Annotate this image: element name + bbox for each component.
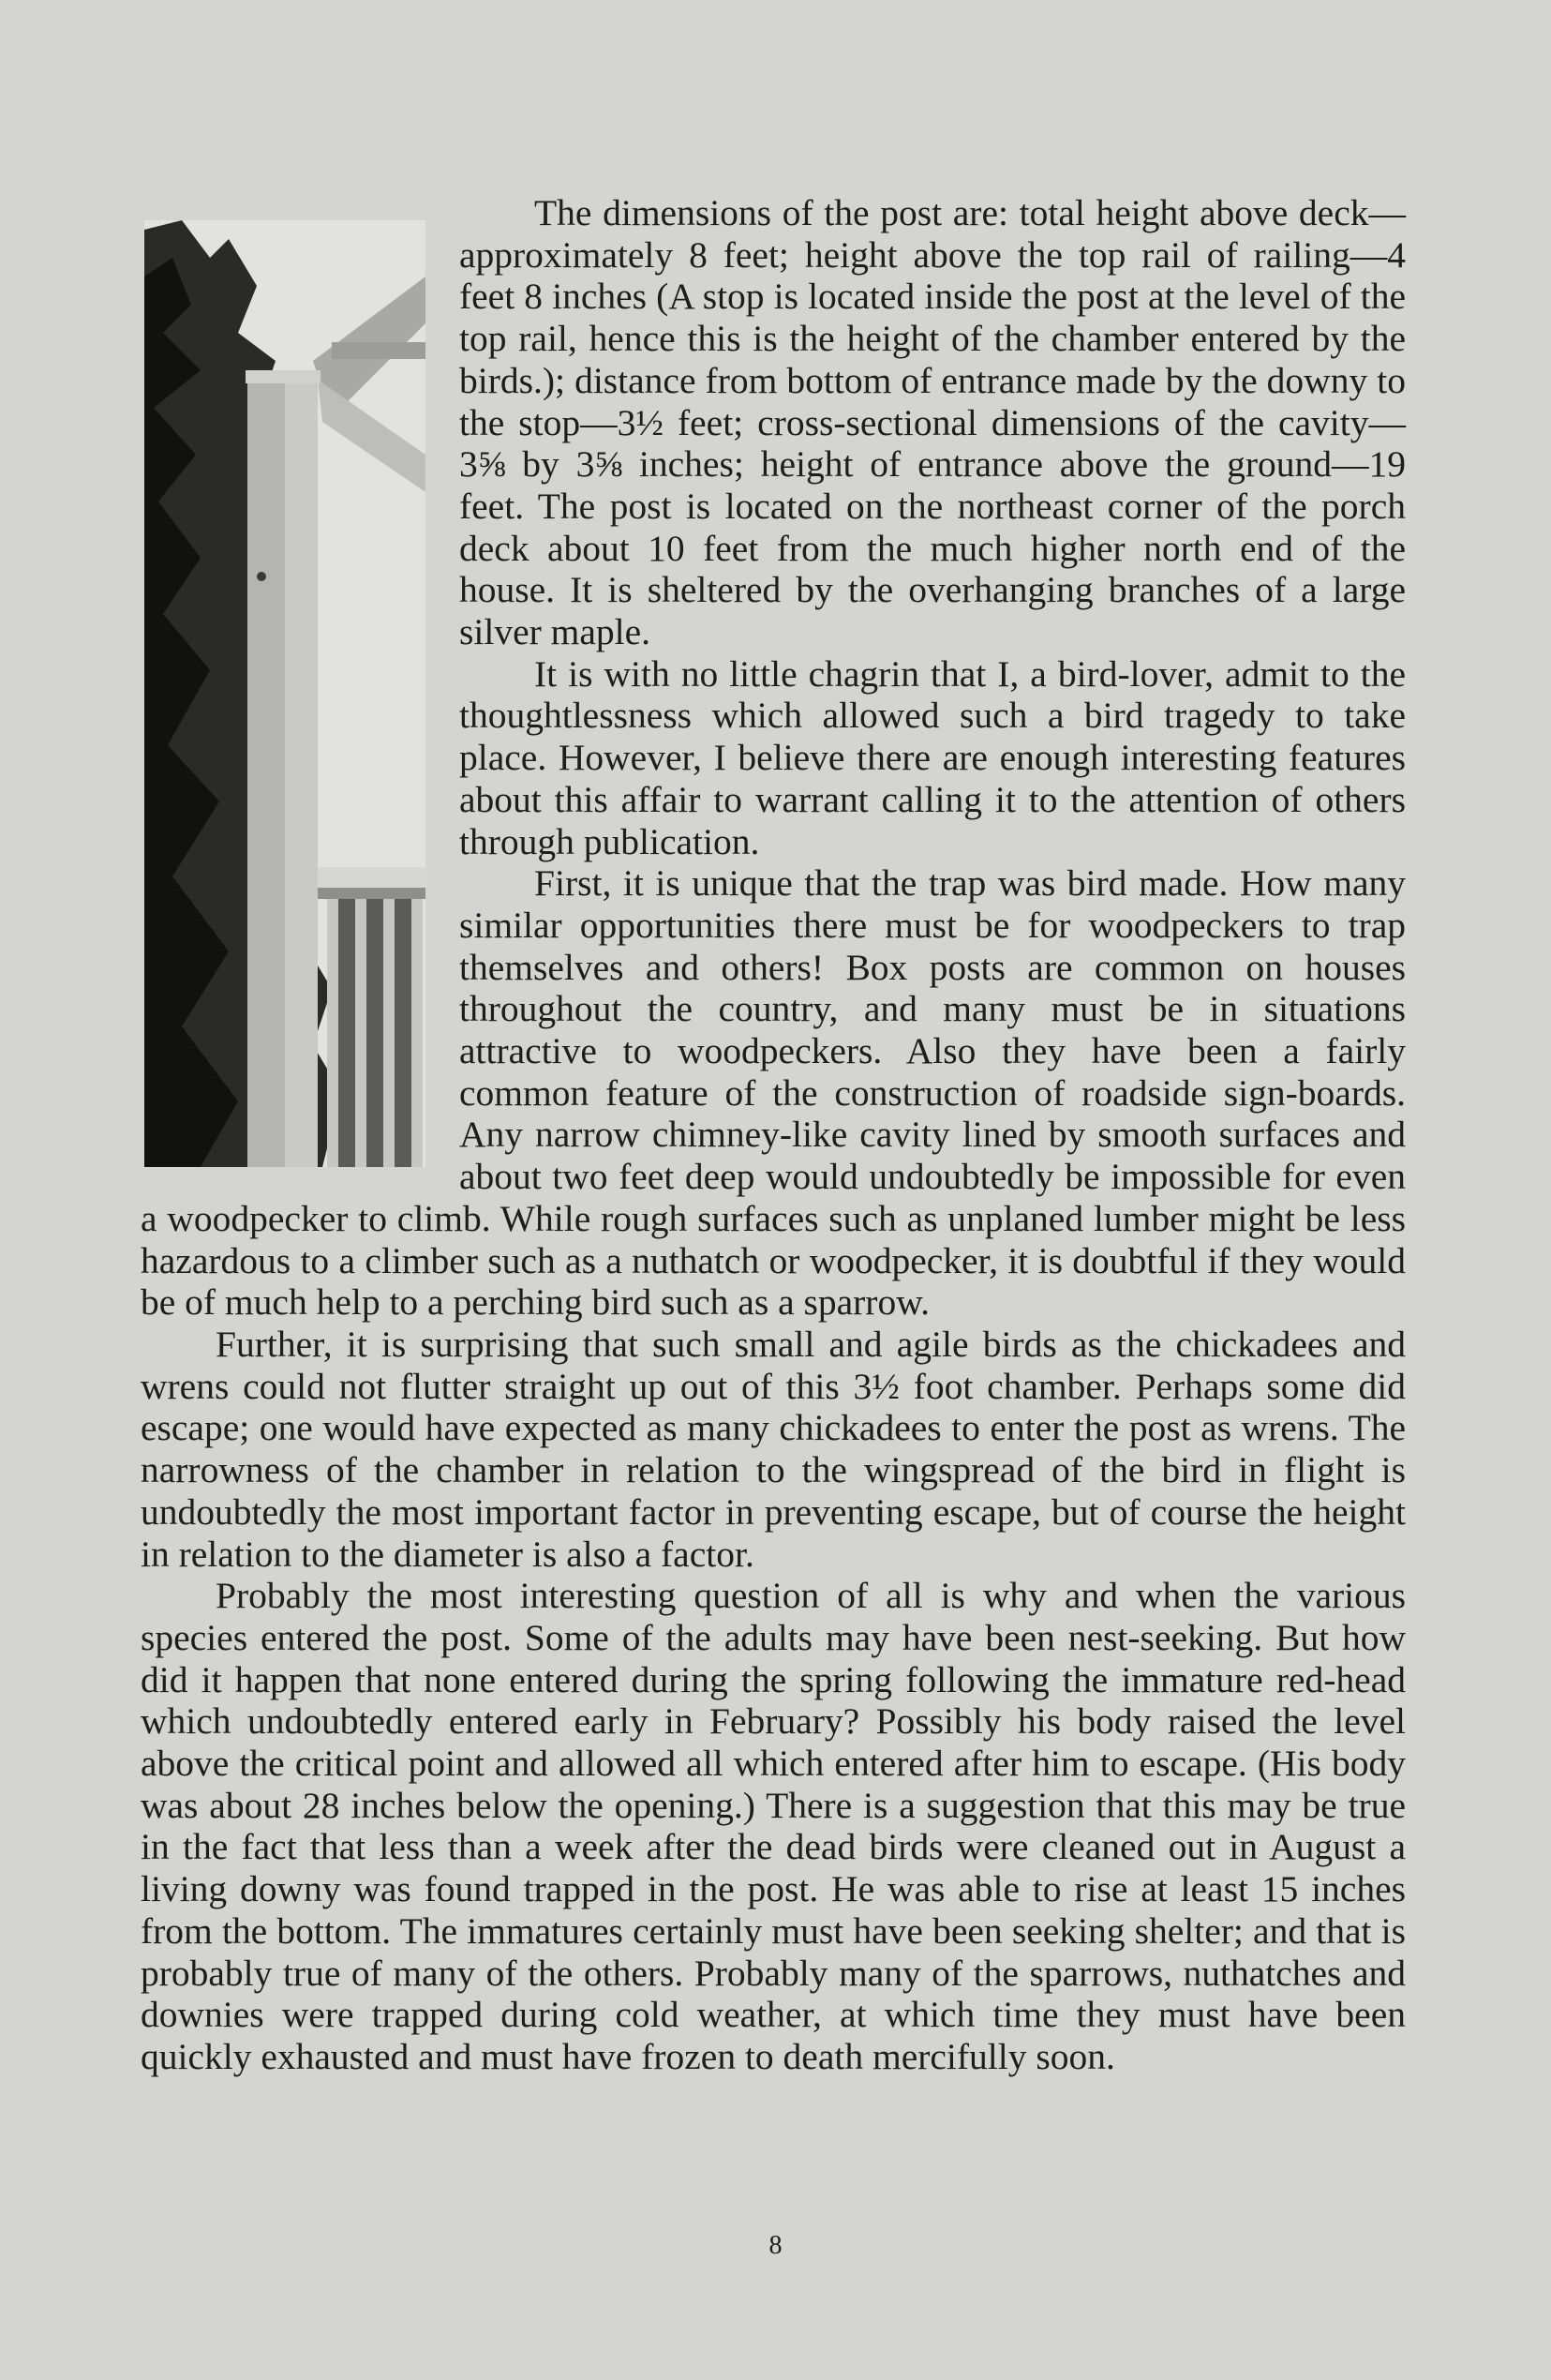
page-content [141, 192, 1406, 2078]
paragraph-1: The dimensions of the post are: total height above deck—approximately 8 feet; height above the top rail of railing—4 feet 8 inches (A stop is located inside the post at the level of the top rail, hence this is the height of the chamber entered by the birds.); distance from bottom of entrance made by the downy to the stop—3½ feet; cross-sectional dimensions of the cavity—3⅝ by 3⅝ inches; height of entrance above the ground—19 feet. The post is located on the northeast corner of the porch deck about 10 feet from the much higher north end of the house. It is sheltered by the overhanging branches of a large silver maple. [459, 192, 1406, 653]
paragraph-2: It is with no little chagrin that I, a bird-lover, admit to the thoughtlessness which allowed such a bird tragedy to take place. However, I believe there are enough interesting features about this affair to warrant calling it to the attention of others through publication. [459, 652, 1406, 862]
tree-and-post-photo [144, 220, 425, 1167]
tree-and-post-photo-icon [144, 220, 425, 1167]
paragraph-5: Probably the most interesting question of all is why and when the various species entered the post. Some of the adults may have been nest-seeking. But how did it happen that none entered during the spring following the immature red-head which undoubtedly entered early in February? Possibly his body raised the level above the critical point and allowed all which entered after him to escape. (His body was about 28 inches below the opening.) There is a suggestion that this may be true in the fact that less than a week after the dead birds were cleaned out in August a living downy was found trapped in the post. He was able to rise at least 15 inches from the bottom. The immatures certainly must have been seeking shelter; and that is probably true of many of the others. Probably many of the sparrows, nuthatches and downies were trapped during cold weather, at which time they must have been quickly exhausted and must have frozen to death mercifully soon. [141, 1575, 1406, 2077]
page-number: 8 [768, 2231, 783, 2260]
paragraph-3: First, it is unique that the trap was bird made. How many similar opportunities there must be for woodpeckers to trap themselves and others! Box posts are common on houses throughout the country, and many must be in situations attractive to woodpeckers. Also they have been a fairly common feature of the construction of roadside sign-boards. Any narrow chimney-like cavity lined by smooth surfaces and about two feet deep would undoubtedly be impossible for even a woodpecker to climb. While rough surfaces such as unplaned lumber might be less hazardous to a climber such as a nuthatch or woodpecker, it is doubtful if they would be of much help to a perching bird such as a sparrow. [141, 862, 1406, 1324]
paragraph-4: Further, it is surprising that such small and agile birds as the chickadees and wrens could not flutter straight up out of this 3½ foot chamber. Perhaps some did escape; one would have expected as many chickadees to enter the post as wrens. The narrowness of the chamber in relation to the wingspread of the bird in flight is undoubtedly the most important factor in preventing escape, but of course the height in relation to the diameter is also a factor. [141, 1323, 1406, 1575]
